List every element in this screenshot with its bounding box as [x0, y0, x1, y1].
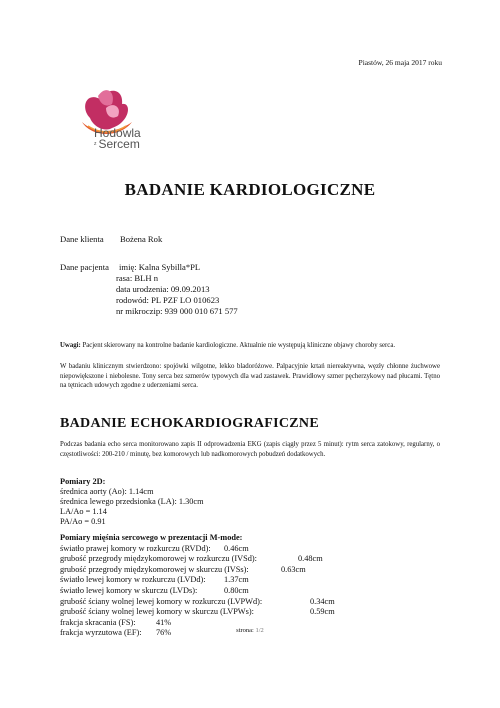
- measurement-row: [60, 565, 440, 576]
- client-data: [60, 234, 163, 244]
- mmode-title: Pomiary mięśnia sercowego w prezentacji M-mode:: [60, 533, 243, 542]
- logo-wordmark: [94, 128, 141, 150]
- measurement-row: [60, 597, 440, 608]
- client-label: Dane klienta: [60, 234, 104, 244]
- measurement-value: 0.48cm: [298, 554, 323, 564]
- page-title: BADANIE KARDIOLOGICZNE: [124, 180, 376, 199]
- patient-microchip: nr mikroczip: 939 000 010 671 577: [116, 306, 238, 316]
- measurement-value: 0.46cm: [224, 543, 249, 553]
- measurement-row: [60, 607, 440, 618]
- page-number: 1/2: [255, 627, 264, 634]
- measurement-label: grubość przegrody międzykomorowej w rozkurczu (IVSd):: [60, 554, 257, 564]
- logo-line-2: Sercem: [98, 137, 140, 151]
- measurement-value: 1.37cm: [224, 575, 249, 585]
- measurements-mmode: [60, 533, 440, 639]
- measurement-label: grubość przegrody międzykomorowej w skurczu (IVSs):: [60, 564, 249, 574]
- echo-heading: BADANIE ECHOKARDIOGRAFICZNE: [60, 416, 319, 431]
- measurement-value: 76%: [156, 628, 172, 638]
- measurement-value: 0.63cm: [281, 564, 306, 574]
- measurement-label: światło lewej komory w skurczu (LVDs):: [60, 585, 198, 595]
- remarks-label: Uwagi:: [60, 342, 81, 349]
- measurement-value: 0.59cm: [310, 607, 335, 617]
- measurement-label: frakcja skracania (FS):: [60, 617, 136, 627]
- measurement-row: [60, 575, 440, 586]
- measurement-value: 0.34cm: [310, 596, 335, 606]
- measurement-line: PA/Ao = 0.91: [60, 517, 106, 526]
- page-label: strona:: [236, 627, 254, 634]
- measurements-2d-title: Pomiary 2D:: [60, 477, 106, 486]
- measurement-label: frakcja wyrzutowa (EF):: [60, 628, 142, 638]
- document-date: Piastów, 26 maja 2017 roku: [358, 58, 442, 67]
- patient-label: Dane pacjenta: [60, 262, 109, 272]
- client-name: Bożena Rok: [120, 234, 163, 244]
- echo-intro-paragraph: Podczas badania echo serca monitorowano zapis II odprowadzenia EKG (zapis ciągły przez 5 minut): rytm serca zatokowy, regularny, o częstotliwości: 200-210 / minutę, bez komorowych lub nadkomorowych pobudzeń dodatkowych.: [60, 441, 440, 458]
- measurement-line: LA/Ao = 1.14: [60, 507, 107, 516]
- measurement-line: średnica aorty (Ao): 1.14cm: [60, 487, 154, 496]
- clinical-exam-paragraph: W badaniu klinicznym stwierdzono: spojówki wilgotne, lekko bladoróżowe. Palpacyjnie krtań niereaktywna, węzły chłonne żuchwowe niepowiększone i niebolesne. Tony serca bez szmerów typowych dla wad zastawek. Prawidłowy szmer pęcherzykowy nad płucami. Tętno na tętnicach udowych zgodne z uderzeniami serca.: [60, 363, 440, 389]
- measurement-label: grubość ściany wolnej lewej komory w skurczu (LVPWs):: [60, 607, 254, 617]
- measurement-label: światło lewej komory w rozkurczu (LVDd):: [60, 575, 206, 585]
- measurement-line: średnica lewego przedsionka (LA): 1.30cm: [60, 497, 204, 506]
- measurements-2d: [60, 477, 204, 527]
- remarks-paragraph: [60, 341, 440, 351]
- measurement-label: światło prawej komory w rozkurczu (RVDd):: [60, 543, 211, 553]
- measurement-row: [60, 554, 440, 565]
- measurement-value: 0.80cm: [224, 585, 249, 595]
- measurement-label: grubość ściany wolnej lewej komory w rozkurczu (LVPWd):: [60, 596, 263, 606]
- logo-z: z: [94, 141, 97, 148]
- measurement-row: [60, 586, 440, 597]
- patient-breed: rasa: BLH n: [116, 273, 159, 283]
- measurement-value: 41%: [156, 617, 172, 627]
- logo-line-1: Hodowla: [94, 126, 141, 140]
- patient-name: imię: Kalna Sybilla*PL: [119, 262, 201, 272]
- remarks-text: Pacjent skierowany na kontrolne badanie kardiologiczne. Aktualnie nie występują kliniczne objawy choroby serca.: [80, 342, 396, 349]
- patient-pedigree: rodowód: PL PZF LO 010623: [116, 295, 220, 305]
- page-footer: [0, 627, 500, 634]
- measurement-row: [60, 544, 440, 555]
- patient-birthdate: data urodzenia: 09.09.2013: [116, 284, 210, 294]
